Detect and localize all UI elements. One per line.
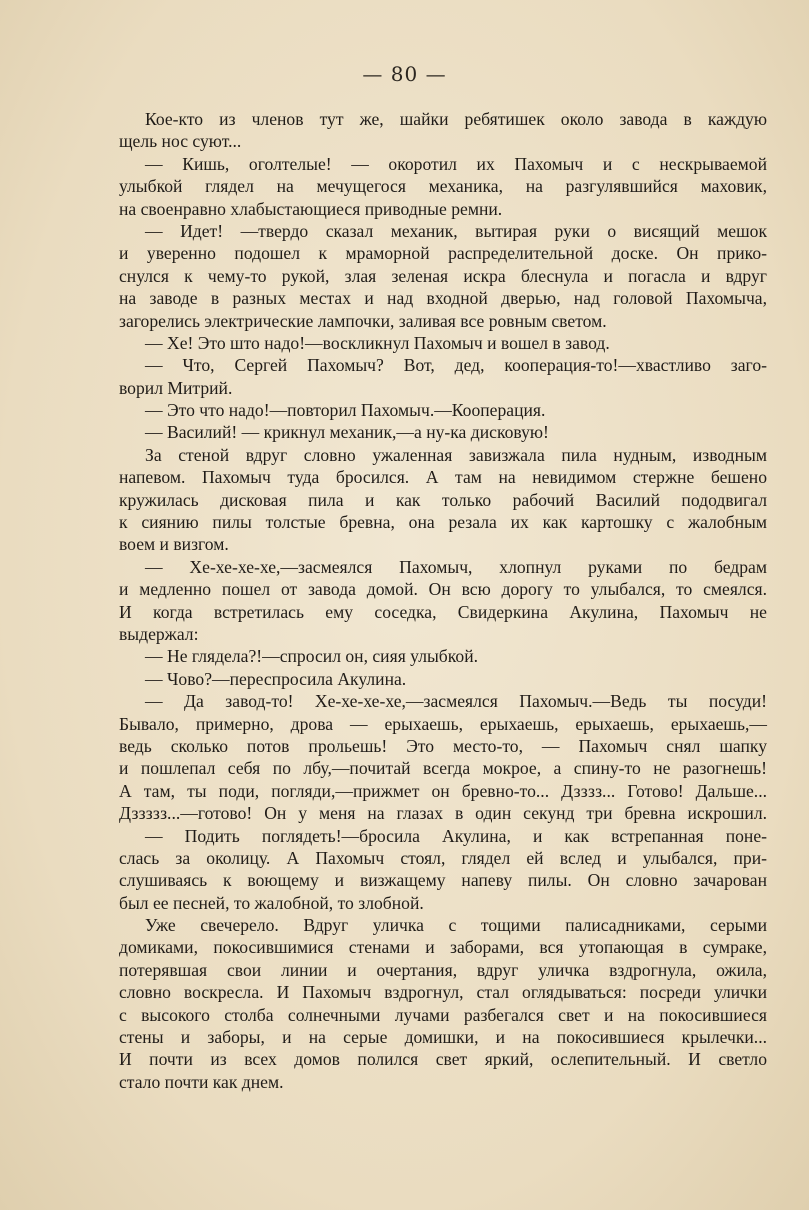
text-line: и пошлепал себя по лбу,—почитай всегда мокрое, а спину-то не разогнешь! <box>119 758 767 779</box>
text-line: — Да завод-то! Хе-хе-хе-хе,—засмеялся Пахомыч.—Ведь ты посуди! <box>145 691 767 712</box>
text-line: на заводе в разных местах и над входной дверью, над головой Пахомыча, <box>119 288 767 309</box>
text-line: кружилась дисковая пила и как только рабочий Василий пододвигал <box>119 489 767 510</box>
text-line: домиками, покосившимися стенами и заборами, вся утопающая в сумраке, <box>119 937 767 958</box>
text-line: воем и визгом. <box>119 534 229 555</box>
text-line: Кое-кто из членов тут же, шайки ребятишек около завода в каждую <box>145 109 767 129</box>
text-line: И почти из всех домов полился свет яркий, ослепительный. И светло <box>119 1049 767 1070</box>
text-line: на своенравно хлабыстающиеся приводные ремни. <box>119 198 503 219</box>
text-line: снулся к чему-то рукой, злая зеленая искра блеснула и погасла и вдруг <box>119 265 767 286</box>
text-line: стало почти как днем. <box>119 1071 284 1092</box>
text-line: к сиянию пилы толстые бревна, она резала их как картошку с жалобным <box>119 512 767 533</box>
text-line: слушиваясь к воющему и визжащему напеву пилы. Он словно зачарован <box>119 870 767 891</box>
text-line: словно воскресла. И Пахомыч вздрогнул, стал оглядываться: посреди улички <box>119 982 767 1003</box>
text-line: загорелись электрические лампочки, заливая все ровным светом. <box>119 310 607 331</box>
text-line: — Что, Сергей Пахомыч? Вот, дед, кооперация-то!—хвастливо заго- <box>145 355 767 376</box>
text-line: был ее песней, то жалобной, то злобной. <box>119 892 424 913</box>
page-number: — 80 — <box>362 62 447 86</box>
text-line: — Хе! Это што надо!—воскликнул Пахомыч и вошел в завод. <box>145 332 610 353</box>
text-line: улыбкой глядел на мечущегося механика, на разгулявшийся маховик, <box>119 176 767 197</box>
text-line: — Василий! — крикнул механик,—а ну-ка дисковую! <box>145 422 549 443</box>
text-line: Дззззз...—готово! Он у меня на глазах в один секунд три бревна искрошил. <box>119 803 767 824</box>
text-line: И когда встретилась ему соседка, Свидеркина Акулина, Пахомыч не <box>119 601 767 622</box>
text-line: — Кишь, оголтелые! — окоротил их Пахомыч и с нескрываемой <box>145 153 767 174</box>
text-line: с высокого столба солнечными лучами разбегался свет и на покосившиеся <box>119 1004 767 1025</box>
text-line: ведь сколько потов прольешь! Это место-то, — Пахомыч снял шапку <box>119 735 767 756</box>
text-line: — Подить поглядеть!—бросила Акулина, и как встрепанная поне- <box>145 825 767 846</box>
text-line: — Идет! —твердо сказал механик, вытирая руки о висящий мешок <box>145 220 767 241</box>
text-line: выдержал: <box>119 623 199 644</box>
text-line: щель нос суют... <box>119 131 242 152</box>
text-line: За стеной вдруг словно ужаленная завизжала пила нудным, изводным <box>145 444 767 465</box>
text-line: — Хе-хе-хе-хе,—засмеялся Пахомыч, хлопнул руками по бедрам <box>145 556 767 577</box>
text-line: потерявшая свои линии и очертания, вдруг уличка вздрогнула, ожила, <box>119 959 767 980</box>
text-line: и медленно пошел от завода домой. Он всю дорогу то улыбался, то смеялся. <box>119 579 767 600</box>
text-line: ворил Митрий. <box>119 377 233 398</box>
text-line: Бывало, примерно, дрова — ерыхаешь, ерыхаешь, ерыхаешь, ерыхаешь,— <box>119 713 767 734</box>
text-line: А там, ты поди, погляди,—прижмет он бревно-то... Дзззз... Готово! Дальше... <box>119 780 767 801</box>
text-line: — Не глядела?!—спросил он, сияя улыбкой. <box>145 646 479 667</box>
text-line: стены и заборы, и на серые домишки, и на покосившиеся крылечки... <box>119 1027 767 1048</box>
text-block <box>119 108 767 1093</box>
text-line: слась за околицу. А Пахомыч стоял, глядел ей вслед и улыбался, при- <box>119 847 767 868</box>
text-line: Уже свечерело. Вдруг уличка с тощими палисадниками, серыми <box>145 915 767 936</box>
text-line: — Чово?—переспросила Акулина. <box>145 668 407 689</box>
text-line: — Это что надо!—повторил Пахомыч.—Кооперация. <box>145 400 546 421</box>
text-line: и уверенно подошел к мраморной распределительной доске. Он прико- <box>119 243 767 264</box>
text-line: напевом. Пахомыч туда бросился. А там на невидимом стержне бешено <box>119 467 767 488</box>
